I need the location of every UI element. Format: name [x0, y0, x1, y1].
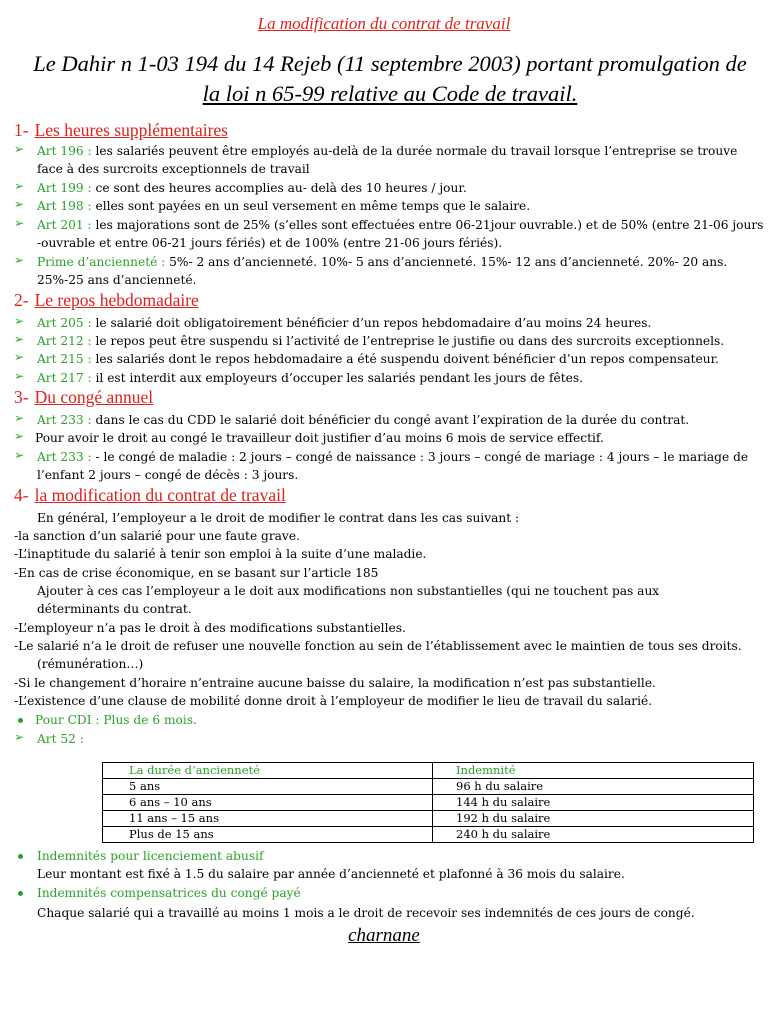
- table-row: [103, 827, 754, 843]
- article-ref: Art 196 :: [37, 144, 92, 158]
- article-ref: Art 201 :: [37, 218, 92, 232]
- arrow-bullet-icon: ➢: [14, 411, 25, 425]
- arrow-bullet-icon: ➢: [14, 332, 25, 346]
- table-cell: 11 ans – 15 ans: [103, 811, 433, 827]
- item-text: ce sont des heures accomplies au- delà des 10 heures / jour.: [91, 181, 467, 195]
- item-art201-cont: -ouvrable et entre 06-21 jours fériés) et de 100% (entre 21-06 jours fériés).: [37, 236, 503, 250]
- dot-bullet-icon: [18, 854, 23, 859]
- item-text: elles sont payées en un seul versement en même temps que le salaire.: [91, 199, 531, 213]
- abusif-text: Leur montant est fixé à 1.5 du salaire par année d’ancienneté et plafonné à 36 mois du salaire.: [37, 867, 625, 881]
- arrow-bullet-icon: ➢: [14, 369, 25, 383]
- item-art205: [37, 314, 651, 332]
- s4-line-11: -L’existence d’une clause de mobilité donne droit à l’employeur de modifier le lieu de travail du salarié.: [14, 694, 653, 708]
- section-3-heading: [14, 387, 153, 408]
- dot-bullet-icon: [18, 718, 23, 723]
- item-art233a: [37, 411, 689, 429]
- arrow-bullet-icon: ➢: [14, 730, 25, 744]
- item-text: il est interdit aux employeurs d’occuper les salariés pendant les jours de fêtes.: [91, 371, 583, 385]
- article-ref: Art 199 :: [37, 181, 92, 195]
- item-text: - le congé de maladie : 2 jours – congé de naissance : 3 jours – congé de mariage : 4 jours – le mariage de: [91, 450, 749, 464]
- indemnity-table: [102, 762, 754, 843]
- s4-line-4: -En cas de crise économique, en se basant sur l’article 185: [14, 566, 379, 580]
- item-text: les majorations sont de 25% (s’elles sont effectuées entre 06-21jour ouvrable.) et de 50% (entre 21-06 jours: [91, 218, 764, 232]
- article-ref: Art 233 :: [37, 413, 92, 427]
- arrow-bullet-icon: ➢: [14, 448, 25, 462]
- arrow-bullet-icon: ➢: [14, 314, 25, 328]
- article-ref: Art 233 :: [37, 450, 92, 464]
- arrow-bullet-icon: ➢: [14, 179, 25, 193]
- article-ref: Art 198 :: [37, 199, 92, 213]
- arrow-bullet-icon: ➢: [14, 197, 25, 211]
- article-ref: Art 217 :: [37, 371, 92, 385]
- decree-line-2: la loi n 65-99 relative au Code de travail.: [202, 81, 578, 106]
- table-row: [103, 811, 754, 827]
- item-prime: [37, 253, 727, 271]
- item-art199: [37, 179, 467, 197]
- table-cell: 5 ans: [103, 779, 433, 795]
- document-title: La modification du contrat de travail: [257, 14, 511, 33]
- abusif-title: Indemnités pour licenciement abusif: [37, 849, 264, 863]
- arrow-bullet-icon: ➢: [14, 429, 25, 443]
- item-art198: [37, 197, 530, 215]
- s4-line-1: En général, l’employeur a le droit de modifier le contrat dans les cas suivant :: [37, 511, 520, 525]
- arrow-bullet-icon: ➢: [14, 253, 25, 267]
- dot-bullet-icon: [18, 891, 23, 896]
- section-label: la modification du contrat de travail: [34, 485, 286, 505]
- item-art196: [37, 142, 737, 160]
- s4-line-6: déterminants du contrat.: [37, 602, 192, 616]
- column-header: Indemnité: [433, 763, 754, 779]
- table-cell: 6 ans – 10 ans: [103, 795, 433, 811]
- item-art217: [37, 369, 583, 387]
- section-number: 1-: [14, 120, 29, 140]
- section-number: 4-: [14, 485, 29, 505]
- item-text: dans le cas du CDD le salarié doit bénéficier du congé avant l’expiration de la durée du contrat.: [91, 413, 690, 427]
- table-cell: 240 h du salaire: [433, 827, 754, 843]
- item-art201: [37, 216, 763, 234]
- article-ref: Art 212 :: [37, 334, 92, 348]
- s4-line-10: -Si le changement d’horaire n’entraine aucune baisse du salaire, la modification n’est pas substantielle.: [14, 676, 656, 690]
- column-header: La durée d’ancienneté: [103, 763, 433, 779]
- table-header-row: [103, 763, 754, 779]
- item-prime-cont: 25%-25 ans d’ancienneté.: [37, 273, 197, 287]
- section-label: Du congé annuel: [34, 387, 154, 407]
- section-number: 2-: [14, 290, 29, 310]
- decree-heading: [20, 49, 760, 109]
- item-art215: [37, 350, 719, 368]
- table-row: [103, 779, 754, 795]
- s4-line-2: -la sanction d’un salarié pour une faute grave.: [14, 529, 300, 543]
- author-signature: charnane: [348, 925, 420, 946]
- item-droit-conge: Pour avoir le droit au congé le travailleur doit justifier d’au moins 6 mois de service effectif.: [35, 431, 604, 445]
- section-label: Les heures supplémentaires: [34, 120, 228, 140]
- arrow-bullet-icon: ➢: [14, 350, 25, 364]
- item-text: le salarié doit obligatoirement bénéficier d’un repos hebdomadaire d’au moins 24 heures.: [91, 316, 652, 330]
- table-row: [103, 795, 754, 811]
- arrow-bullet-icon: ➢: [14, 142, 25, 156]
- s4-line-5: Ajouter à ces cas l’employeur a le doit aux modifications non substantielles (qui ne touchent pas aux: [37, 584, 660, 598]
- section-2-heading: [14, 290, 199, 311]
- item-art196-cont: face à des surcroits exceptionnels de travail: [37, 162, 310, 176]
- article-ref: Art 205 :: [37, 316, 92, 330]
- section-4-heading: [14, 485, 286, 506]
- item-cdi: Pour CDI : Plus de 6 mois.: [35, 713, 197, 727]
- article-ref: Prime d’ancienneté :: [37, 255, 166, 269]
- conge-title: Indemnités compensatrices du congé payé: [37, 886, 301, 900]
- section-number: 3-: [14, 387, 29, 407]
- item-art212: [37, 332, 724, 350]
- section-1-heading: [14, 120, 228, 141]
- item-text: 5%- 2 ans d’ancienneté. 10%- 5 ans d’ancienneté. 15%- 12 ans d’ancienneté. 20%- 20 ans.: [165, 255, 728, 269]
- table-cell: 192 h du salaire: [433, 811, 754, 827]
- table-cell: Plus de 15 ans: [103, 827, 433, 843]
- item-art233b: [37, 448, 748, 466]
- arrow-bullet-icon: ➢: [14, 216, 25, 230]
- decree-line-1: Le Dahir n 1-03 194 du 14 Rejeb (11 septembre 2003) portant promulgation de: [33, 51, 747, 76]
- item-art233b-cont: l’enfant 2 jours – congé de décès : 3 jours.: [37, 468, 299, 482]
- s4-line-3: -L’inaptitude du salarié à tenir son emploi à la suite d’une maladie.: [14, 547, 427, 561]
- item-text: les salariés peuvent être employés au-delà de la durée normale du travail lorsque l’entreprise se trouve: [91, 144, 738, 158]
- article-ref: Art 215 :: [37, 352, 92, 366]
- s4-line-7: -L’employeur n’a pas le droit à des modifications substantielles.: [14, 621, 406, 635]
- s4-line-9: (rémunération…): [37, 657, 144, 671]
- table-cell: 144 h du salaire: [433, 795, 754, 811]
- item-text: les salariés dont le repos hebdomadaire a été suspendu doivent bénéficier d’un repos compensateur.: [91, 352, 719, 366]
- table-cell: 96 h du salaire: [433, 779, 754, 795]
- item-art52: Art 52 :: [37, 732, 84, 746]
- section-label: Le repos hebdomadaire: [34, 290, 199, 310]
- s4-line-8: -Le salarié n’a le droit de refuser une nouvelle fonction au sein de l’établissement avec le maintien de tous ses droits.: [14, 639, 742, 653]
- item-text: le repos peut être suspendu si l’activité de l’entreprise le justifie ou dans des surcroits exceptionnels.: [91, 334, 725, 348]
- conge-text: Chaque salarié qui a travaillé au moins 1 mois a le droit de recevoir ses indemnités de ces jours de congé.: [37, 906, 695, 920]
